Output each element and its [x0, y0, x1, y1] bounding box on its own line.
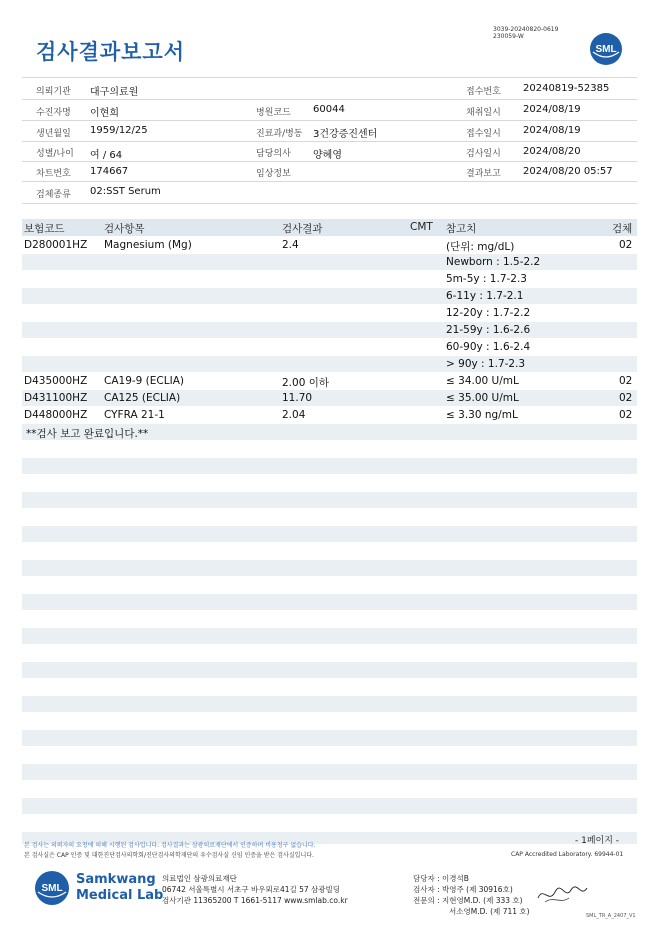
specialist-label: 전문의 :	[413, 896, 440, 905]
footer-note-2: 본 검사실은 CAP 인증 및 대한진단검사의학회/진단검사의학재단의 우수검사실 신임 인증을 받은 검사실입니다.	[24, 852, 314, 859]
col-result: 검사결과	[282, 223, 323, 235]
row-item: CYFRA 21-1	[104, 409, 165, 421]
institution-value: 대구의료원	[90, 87, 139, 98]
clinical-info-label: 임상정보	[256, 169, 291, 179]
dept-value: 3건강증진센터	[313, 129, 378, 140]
row-code: D280001HZ	[24, 239, 88, 251]
page-number: - 1페이지 -	[575, 836, 620, 846]
col-test-item: 검사항목	[104, 223, 145, 235]
lab-address: 06742 서울특별시 서초구 바우뫼로41길 57 삼광빌딩	[162, 885, 341, 894]
row-code: D435000HZ	[24, 375, 88, 387]
row-reference: 6-11y : 1.7-2.1	[446, 290, 524, 302]
lab-address-block	[162, 873, 348, 906]
tested-label: 검사일시	[466, 149, 501, 159]
tester-value: 박영주 (제 30916호)	[442, 885, 513, 894]
sml-logo-text: SML	[595, 44, 617, 55]
brand-line-2: Medical Lab	[76, 888, 164, 903]
patient-label: 수진자명	[36, 108, 71, 118]
sml-logo	[589, 32, 623, 66]
sml-logo-text: SML	[41, 883, 63, 894]
specialist-value-2: 서소영M.D. (제 711 호)	[449, 907, 530, 916]
row-reference: (단위: mg/dL)	[446, 241, 515, 253]
specialist-value-1: 지현영M.D. (제 333 호)	[442, 896, 523, 905]
sexage-value: 여 / 64	[90, 150, 123, 161]
dob-label: 생년월일	[36, 129, 71, 139]
row-result: 2.00 이하	[282, 377, 330, 389]
reported-label: 결과보고	[466, 169, 501, 179]
lab-contact: 검사기관 11365200 T 1661-5117 www.smlab.co.kr	[162, 896, 348, 905]
dob-value: 1959/12/25	[90, 125, 148, 136]
lab-name: 의료법인 삼광의료재단	[162, 874, 237, 883]
received-label: 접수일시	[466, 129, 501, 139]
row-reference: Newborn : 1.5-2.2	[446, 256, 541, 268]
row-code: D448000HZ	[24, 409, 88, 421]
col-insurance-code: 보험코드	[24, 223, 65, 235]
manager-value: 이경석B	[442, 874, 469, 883]
row-result: 2.4	[282, 239, 299, 251]
patient-value: 이현희	[90, 108, 119, 119]
manager-label: 담당자 :	[413, 874, 440, 883]
row-item: CA19-9 (ECLIA)	[104, 375, 184, 387]
reception-no-label: 접수번호	[466, 87, 501, 97]
form-code: SML_TR_A_2407_V1	[586, 913, 636, 919]
document-number	[493, 26, 558, 40]
col-specimen: 검체	[612, 223, 633, 235]
report-title: 검사결과보고서	[36, 40, 186, 64]
specimen-type-label: 검체종류	[36, 190, 71, 200]
row-specimen: 02	[619, 392, 633, 404]
tested-value: 2024/08/20	[523, 146, 581, 157]
chart-no-label: 차트번호	[36, 169, 71, 179]
col-reference: 참고치	[446, 223, 477, 235]
received-value: 2024/08/19	[523, 125, 581, 136]
sml-logo-icon	[34, 870, 70, 906]
specimen-type-value: 02:SST Serum	[90, 186, 161, 197]
footer-note-1: 본 검사는 의뢰자의 요청에 의해 시행된 검사입니다. 검사결과는 삼광의료재단에서 인증하며 비용청구 없습니다.	[24, 842, 316, 849]
row-reference: 21-59y : 1.6-2.6	[446, 324, 531, 336]
cap-accreditation: CAP Accredited Laboratory. 69944-01	[511, 851, 624, 858]
row-reference: 12-20y : 1.7-2.2	[446, 307, 531, 319]
row-reference: 5m-5y : 1.7-2.3	[446, 273, 527, 285]
hospital-code-value: 60044	[313, 104, 345, 115]
tester-label: 검사자 :	[413, 885, 440, 894]
row-specimen: 02	[619, 409, 633, 421]
report-complete-note: **검사 보고 완료입니다.**	[26, 428, 149, 440]
row-specimen: 02	[619, 239, 633, 251]
row-item: Magnesium (Mg)	[104, 239, 192, 251]
row-result: 2.04	[282, 409, 306, 421]
dept-label: 진료과/병동	[256, 129, 303, 139]
hospital-code-label: 병원코드	[256, 108, 291, 118]
row-reference: ≤ 34.00 U/mL	[446, 375, 519, 387]
signature-image	[535, 880, 590, 908]
staff-block	[413, 873, 530, 917]
reported-value: 2024/08/20 05:57	[523, 166, 613, 177]
chart-no-value: 174667	[90, 166, 129, 177]
brand-line-1: Samkwang	[76, 872, 156, 887]
doctor-label: 담당의사	[256, 149, 291, 159]
collected-label: 채취일시	[466, 108, 501, 118]
row-reference: ≤ 3.30 ng/mL	[446, 409, 518, 421]
row-item: CA125 (ECLIA)	[104, 392, 181, 404]
row-reference: > 90y : 1.7-2.3	[446, 358, 526, 370]
collected-value: 2024/08/19	[523, 104, 581, 115]
doctor-value: 양혜영	[313, 150, 342, 161]
document-number-line2: 230059-W	[493, 33, 524, 40]
sexage-label: 성별/나이	[36, 149, 74, 159]
row-reference: 60-90y : 1.6-2.4	[446, 341, 531, 353]
reception-no-value: 20240819-52385	[523, 83, 610, 94]
col-cmt: CMT	[410, 221, 433, 233]
document-number-line1: 3039-20240820-0619	[493, 26, 559, 33]
row-result: 11.70	[282, 392, 313, 404]
row-specimen: 02	[619, 375, 633, 387]
row-code: D431100HZ	[24, 392, 88, 404]
institution-label: 의뢰기관	[36, 87, 71, 97]
row-reference: ≤ 35.00 U/mL	[446, 392, 519, 404]
